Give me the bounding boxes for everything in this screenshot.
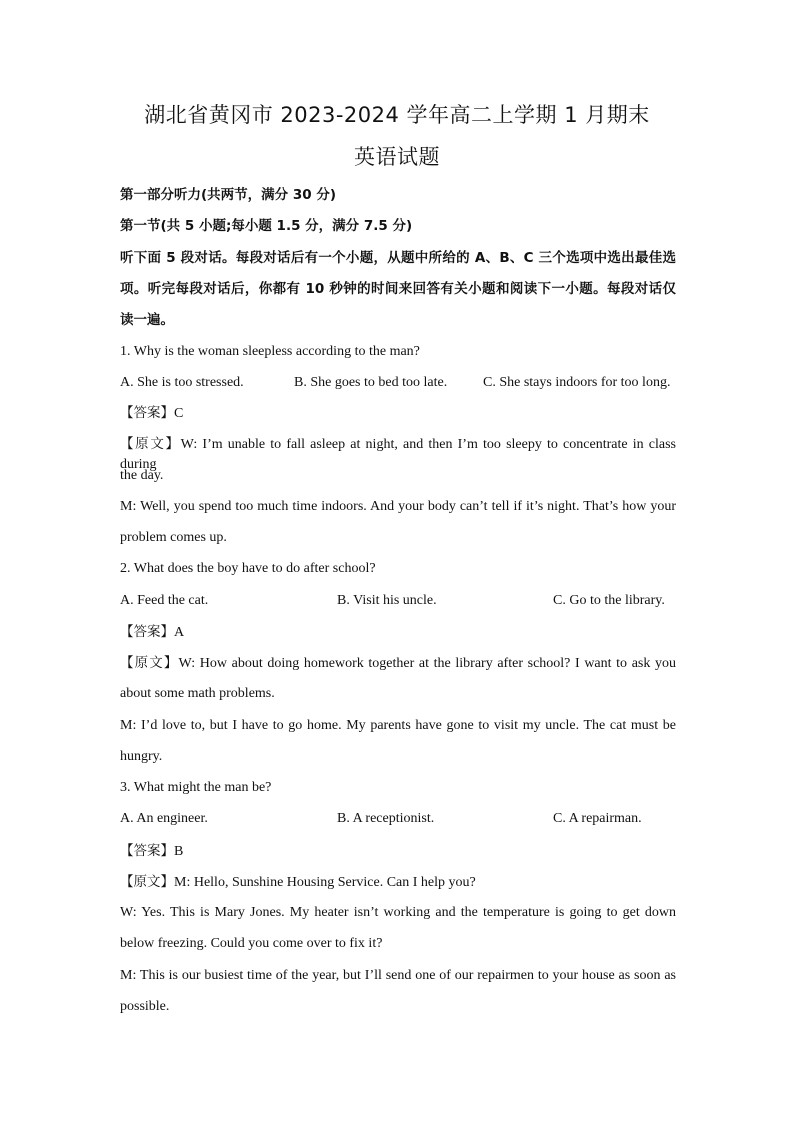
transcript-tag: 【原文】 (120, 655, 179, 671)
answer-value: A (174, 625, 185, 640)
transcript-line (120, 872, 676, 893)
transcript-text: W: I’m unable to fall asleep at night, and then I’m too sleepy to concentrate in class during (120, 437, 676, 472)
transcript-line: the day. (120, 468, 164, 483)
transcript-text: M: Hello, Sunshine Housing Service. Can I help you? (174, 875, 476, 890)
question-text: 1. Why is the woman sleepless according to the man? (120, 344, 420, 359)
exam-subject: 英语试题 (354, 145, 440, 169)
instruction-line: 项。听完每段对话后，你都有 10 秒钟的时间来回答有关小题和阅读下一小题。每段对话仅 (120, 281, 676, 297)
answer-line (120, 841, 676, 862)
transcript-line: below freezing. Could you come over to fix it? (120, 936, 383, 951)
option-c: C. A repairman. (553, 811, 642, 826)
transcript-tag: 【原文】 (120, 874, 174, 890)
option-b: B. She goes to bed too late. (294, 375, 448, 390)
answer-line (120, 622, 676, 643)
transcript-line: M: Well, you spend too much time indoors. And your body can’t tell if it’s night. That’s how your (120, 499, 676, 514)
option-c: C. She stays indoors for too long. (483, 375, 671, 390)
transcript-line: possible. (120, 999, 170, 1014)
subsection-title: 第一节(共 5 小题;每小题 1.5 分，满分 7.5 分) (120, 218, 413, 234)
transcript-tag: 【原文】 (120, 436, 181, 452)
transcript-line: M: This is our busiest time of the year, but I’ll send one of our repairmen to your house as soon as (120, 968, 676, 983)
transcript-text: W: How about doing homework together at the library after school? I want to ask you (178, 656, 676, 671)
transcript-line: W: Yes. This is Mary Jones. My heater isn’t working and the temperature is going to get down (120, 905, 676, 920)
answer-value: B (174, 844, 184, 859)
answer-tag: 【答案】 (120, 843, 174, 859)
answer-tag: 【答案】 (120, 624, 174, 640)
answer-tag: 【答案】 (120, 405, 174, 421)
option-b: B. Visit his uncle. (337, 593, 437, 608)
instruction-line: 听下面 5 段对话。每段对话后有一个小题，从题中所给的 A、B、C 三个选项中选出最佳选 (120, 250, 676, 266)
exam-title: 湖北省黄冈市 2023-2024 学年高二上学期 1 月期末 (144, 103, 650, 127)
option-a: A. An engineer. (120, 811, 208, 826)
question-text: 3. What might the man be? (120, 780, 272, 795)
option-b: B. A receptionist. (337, 811, 435, 826)
answer-value: C (174, 406, 184, 421)
transcript-line: about some math problems. (120, 686, 275, 701)
question-text: 2. What does the boy have to do after school? (120, 561, 376, 576)
transcript-line: problem comes up. (120, 530, 227, 545)
transcript-line: hungry. (120, 749, 163, 764)
option-a: A. Feed the cat. (120, 593, 209, 608)
option-c: C. Go to the library. (553, 593, 665, 608)
transcript-line: M: I’d love to, but I have to go home. My parents have gone to visit my uncle. The cat must be (120, 718, 676, 733)
answer-line (120, 403, 676, 424)
option-a: A. She is too stressed. (120, 375, 244, 390)
instruction-line: 读一遍。 (120, 312, 174, 328)
transcript-line (120, 653, 676, 674)
section-title: 第一部分听力(共两节，满分 30 分) (120, 187, 337, 203)
